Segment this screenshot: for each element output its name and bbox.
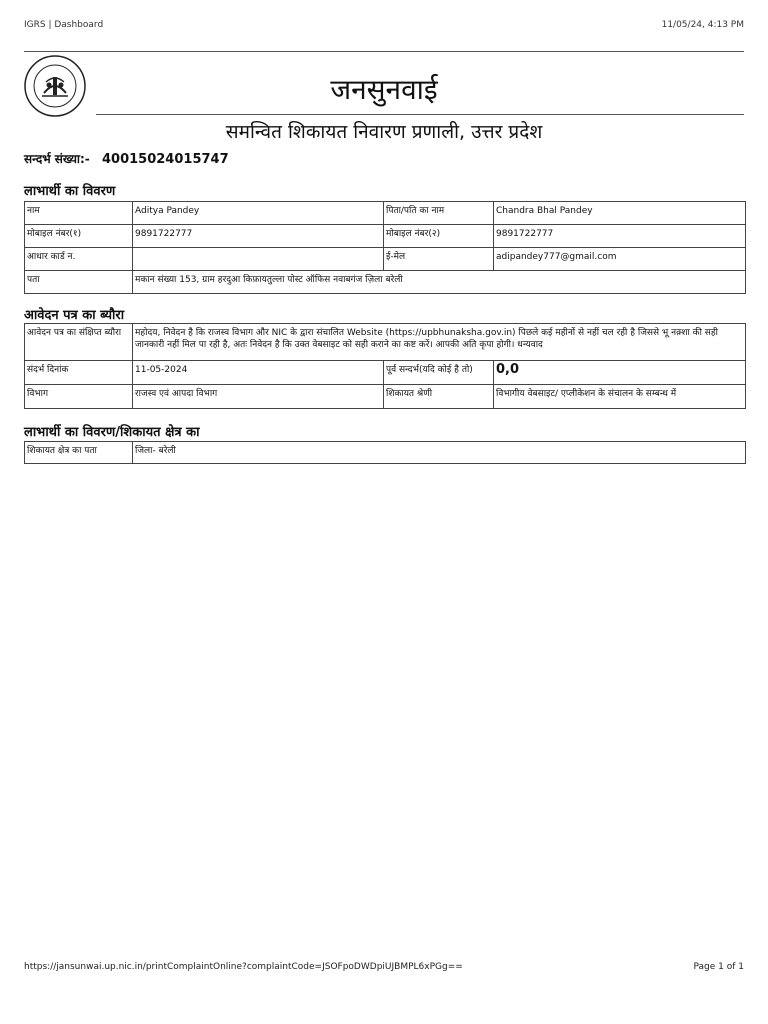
date-value: 11-05-2024	[133, 361, 384, 385]
table-row	[25, 442, 746, 464]
page-number: Page 1 of 1	[693, 962, 744, 972]
date-label: संदर्भ दिनांक	[25, 361, 133, 385]
beneficiary-heading: लाभार्थी का विवरण	[24, 184, 116, 199]
name-label: नाम	[25, 202, 133, 225]
aadhaar-label: आधार कार्ड न.	[25, 248, 133, 271]
table-row	[25, 361, 746, 385]
table-row	[25, 385, 746, 409]
summary-value: महोदय, निवेदन है कि राजस्व विभाग और NIC के द्वारा संचालित Website (https://upbhunaksha.gov.in) पिछले कई महीनों से नहीं चल रही है जिससे भू नक़्शा की सही जानकारी नहीं मिल पा रही है, अतः निवेदन है कि उक्त वेबसाइट को सही कराने का कष्ट करें। आपकी अति कृपा होगी। धन्यवाद	[133, 324, 746, 361]
department-label: विभाग	[25, 385, 133, 409]
table-row	[25, 324, 746, 361]
reference-label: सन्दर्भ संख्या:-	[24, 152, 90, 166]
table-row	[25, 271, 746, 294]
mobile2-value: 9891722777	[494, 225, 746, 248]
aadhaar-value	[133, 248, 384, 271]
page-title: जनसुनवाई	[330, 73, 438, 106]
father-label: पिता/पति का नाम	[384, 202, 494, 225]
area-table	[24, 441, 746, 464]
name-value: Aditya Pandey	[133, 202, 384, 225]
table-row	[25, 202, 746, 225]
reference-number: 40015024015747	[101, 152, 229, 167]
address-value: मकान संख्या 153, ग्राम हरदुआ किफ़ायतुल्ला पोस्ट ऑफिस नवाबगंज ज़िला बरेली	[133, 271, 746, 294]
category-value: विभागीय वेबसाइट/ एप्लीकेशन के संचालन के सम्बन्ध में	[494, 385, 746, 409]
table-row	[25, 225, 746, 248]
department-value: राजस्व एवं आपदा विभाग	[133, 385, 384, 409]
prev-ref-label: पूर्व सन्दर्भ(यदि कोई है तो)	[384, 361, 494, 385]
summary-label: आवेदन पत्र का संक्षिप्त ब्यौरा	[25, 324, 133, 361]
mobile1-label: मोबाइल नंबर(१)	[25, 225, 133, 248]
title-divider	[96, 114, 744, 115]
page-url: https://jansunwai.up.nic.in/printComplaintOnline?complaintCode=JSOFpoDWDpiUJBMPL6xPGg==	[24, 962, 463, 972]
application-table	[24, 323, 746, 409]
email-label: ई-मेल	[384, 248, 494, 271]
category-label: शिकायत श्रेणी	[384, 385, 494, 409]
mobile1-value: 9891722777	[133, 225, 384, 248]
print-datetime: 11/05/24, 4:13 PM	[661, 20, 744, 30]
page-subtitle: समन्वित शिकायत निवारण प्रणाली, उत्तर प्रदेश	[225, 121, 543, 143]
area-address-label: शिकायत क्षेत्र का पता	[25, 442, 133, 464]
reference-number-line	[24, 150, 229, 167]
email-value: adipandey777@gmail.com	[494, 248, 746, 271]
browser-tab-title: IGRS | Dashboard	[24, 20, 104, 30]
top-divider	[24, 51, 744, 52]
area-address-value: जिला- बरेली	[133, 442, 746, 464]
area-heading: लाभार्थी का विवरण/शिकायत क्षेत्र का	[24, 425, 200, 440]
prev-ref-value: 0,0	[494, 361, 746, 385]
address-label: पता	[25, 271, 133, 294]
beneficiary-table	[24, 201, 746, 294]
application-heading: आवेदन पत्र का ब्यौरा	[24, 308, 125, 323]
mobile2-label: मोबाइल नंबर(२)	[384, 225, 494, 248]
table-row	[25, 248, 746, 271]
father-value: Chandra Bhal Pandey	[494, 202, 746, 225]
